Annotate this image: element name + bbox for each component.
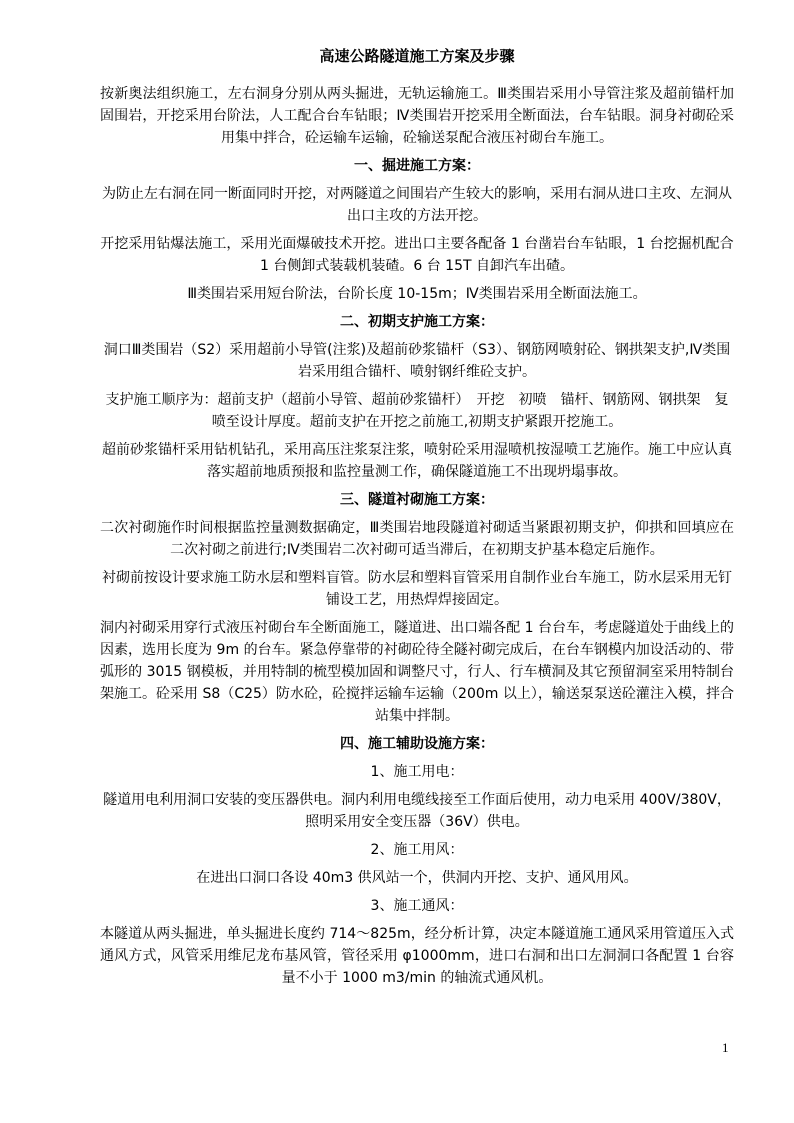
subsection-title: 3、施工通风： [370, 898, 464, 914]
subsection-title: 1、施工用电： [370, 764, 464, 780]
intro-paragraph: 按新奥法组织施工，左右洞身分别从两头掘进，无轨运输施工。Ⅲ类围岩采用小导管注浆及超前锚杆加固围岩，开挖采用台阶法，人工配合台车钻眼；Ⅳ类围岩开挖采用全断面法，台车钻眼。洞身衬砌砼采用集中拌合，砼运输车运输，砼输送泵配合液压衬砌台车施工。 [100, 86, 734, 146]
section-heading: 二、初期支护施工方案： [340, 314, 494, 330]
section-heading: 三、隧道衬砌施工方案： [340, 492, 494, 508]
paragraph: 在进出口洞口各设 40m3 供风站一个，供洞内开挖、支护、通风用风。 [196, 870, 638, 886]
page-number: 1 [722, 1040, 729, 1055]
paragraph: 衬砌前按设计要求施工防水层和塑料盲管。防水层和塑料盲管采用自制作业台车施工，防水层采用无钉铺设工艺，用热焊焊接固定。 [102, 570, 732, 608]
paragraph: 本隧道从两头掘进，单头掘进长度约 714～825m，经分析计算，决定本隧道施工通风采用管道压入式通风方式，风管采用维尼龙布基风管，管径采用 φ1000mm，进口右洞和出口左洞洞口各配置 1 台容量不小于 1000 m3/min 的轴流式通风机。 [100, 926, 734, 986]
paragraph: 超前砂浆锚杆采用钻机钻孔，采用高压注浆泵注浆，喷射砼采用湿喷机按湿喷工艺施作。施工中应认真落实超前地质预报和监控量测工作，确保隧道施工不出现坍塌事故。 [102, 442, 732, 480]
paragraph: 隧道用电利用洞口安装的变压器供电。洞内利用电缆线接至工作面后使用，动力电采用 400V/380V，照明采用安全变压器（36V）供电。 [103, 792, 731, 830]
paragraph: 支护施工顺序为：超前支护（超前小导管、超前砂浆锚杆） 开挖 初喷 锚杆、钢筋网、钢拱架 复喷至设计厚度。超前支护在开挖之前施工,初期支护紧跟开挖施工。 [105, 392, 729, 430]
document-title: 高速公路隧道施工方案及步骤 [319, 47, 515, 65]
section-heading: 四、施工辅助设施方案： [340, 736, 494, 752]
paragraph: 洞口Ⅲ类围岩（S2）采用超前小导管(注浆)及超前砂浆锚杆（S3）、钢筋网喷射砼、钢拱架支护,Ⅳ类围岩采用组合锚杆、喷射钢纤维砼支护。 [103, 342, 731, 380]
paragraph: 开挖采用钻爆法施工，采用光面爆破技术开挖。进出口主要各配备 1 台凿岩台车钻眼，1 台挖掘机配合 1 台侧卸式装载机装碴。6 台 15T 自卸汽车出碴。 [100, 236, 734, 274]
section-heading: 一、掘进施工方案： [354, 158, 480, 174]
paragraph: 洞内衬砌采用穿行式液压衬砌台车全断面施工，隧道进、出口端各配 1 台台车，考虑隧道处于曲线上的因素，选用长度为 9m 的台车。紧急停靠带的衬砌砼待全隧衬砌完成后，在台车钢模内加设活动的、带弧形的 3015 钢模板，并用特制的梳型模加固和调整尺寸，行人、行车横洞及其它预留洞室采用特制台架施工。砼采用 S8（C25）防水砼，砼搅拌运输车运输（200m 以上），输送泵泵送砼灌注入模，拌合站集中拌制。 [100, 620, 734, 724]
paragraph: 为防止左右洞在同一断面同时开挖，对两隧道之间围岩产生较大的影响，采用右洞从进口主攻、左洞从出口主攻的方法开挖。 [102, 186, 732, 224]
subsection-title: 2、施工用风： [370, 842, 464, 858]
paragraph: Ⅲ类围岩采用短台阶法，台阶长度 10-15m；Ⅳ类围岩采用全断面法施工。 [187, 286, 647, 302]
paragraph: 二次衬砌施作时间根据监控量测数据确定，Ⅲ类围岩地段隧道衬砌适当紧跟初期支护，仰拱和回填应在二次衬砌之前进行;Ⅳ类围岩二次衬砌可适当滞后，在初期支护基本稳定后施作。 [100, 520, 734, 558]
document-page [100, 46, 734, 995]
